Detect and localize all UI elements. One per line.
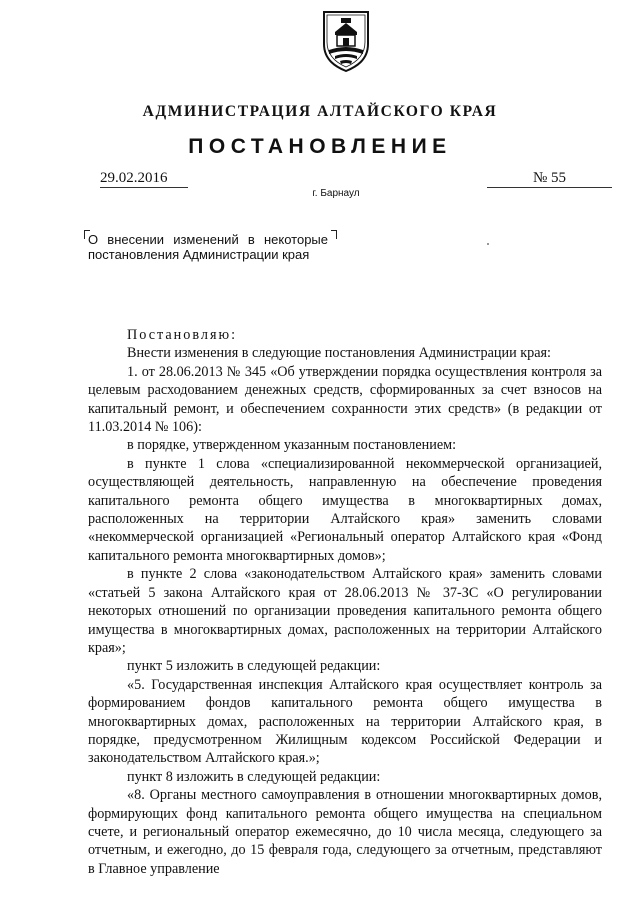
document-number: № 55 [487,170,612,188]
body-paragraph: «8. Органы местного самоуправления в отношении многоквартирных домов, формирующих фонд капитального ремонта общего имущества на специальном счете, и региональный оператор ежемесячно, до 10 числа месяца, следующего за отчетным, и ежегодно, до 15 февраля года, следующего за отчетным, представляют в Главное управление [88,787,602,877]
subject-line-1: О внесении изменений в некоторые [88,232,328,247]
subject-bracket-right [331,230,337,239]
document-subject [88,232,328,262]
body-paragraph: в пункте 2 слова «законодательством Алтайского края» заменить словами «статьей 5 закона Алтайского края от 28.06.2013 № 37-ЗС «О регулировании некоторых отношений по организации проведения капитального ремонта общего имущества в многоквартирных домах, расположенных на территории Алтайского края»; [88,566,602,656]
scan-speck [487,243,489,245]
body-paragraph: пункт 8 изложить в следующей редакции: [127,768,381,785]
body-paragraph: в пункте 1 слова «специализированной некоммерческой организацией, осуществляющей деятельность, направленную на обеспечение проведения капитального ремонта общего имущества в многоквартирных домах, расположенных на территории Алтайского края» заменить словами «некоммерческой организацией «Региональный оператор Алтайского края «Фонд капитального ремонта многоквартирных домов»; [88,455,602,564]
body-paragraph: Внести изменения в следующие постановления Администрации края: [127,345,551,362]
body-paragraph: в порядке, утвержденном указанным постановлением: [127,437,457,454]
resolve-word: Постановляю: [127,327,238,343]
agency-name: АДМИНИСТРАЦИЯ АЛТАЙСКОГО КРАЯ [142,103,498,120]
body-paragraph: пункт 5 изложить в следующей редакции: [127,658,381,675]
subject-line-2: постановления Администрации края [88,247,310,262]
body-paragraph: 1. от 28.06.2013 № 345 «Об утверждении порядка осуществления контроля за целевым расходованием денежных средств, сформированных за счет взносов на капитальный ремонт, и обеспечением сохранности этих средств» (в редакции от 11.03.2014 № 106): [88,363,602,436]
altai-krai-coat-of-arms-icon [321,10,371,72]
document-type-title: ПОСТАНОВЛЕНИЕ [188,135,452,158]
document-date: 29.02.2016 [100,170,188,188]
document-body [88,326,602,878]
body-paragraph: «5. Государственная инспекция Алтайского края осуществляет контроль за формированием фондов капитального ремонта общего имущества в многоквартирных домах, расположенных на территории Алтайского края, в порядке, предусмотренном Жилищным кодексом Российской Федерации и законодательством Алтайского края.»; [88,676,602,767]
document-city: г. Барнаул [312,188,360,199]
